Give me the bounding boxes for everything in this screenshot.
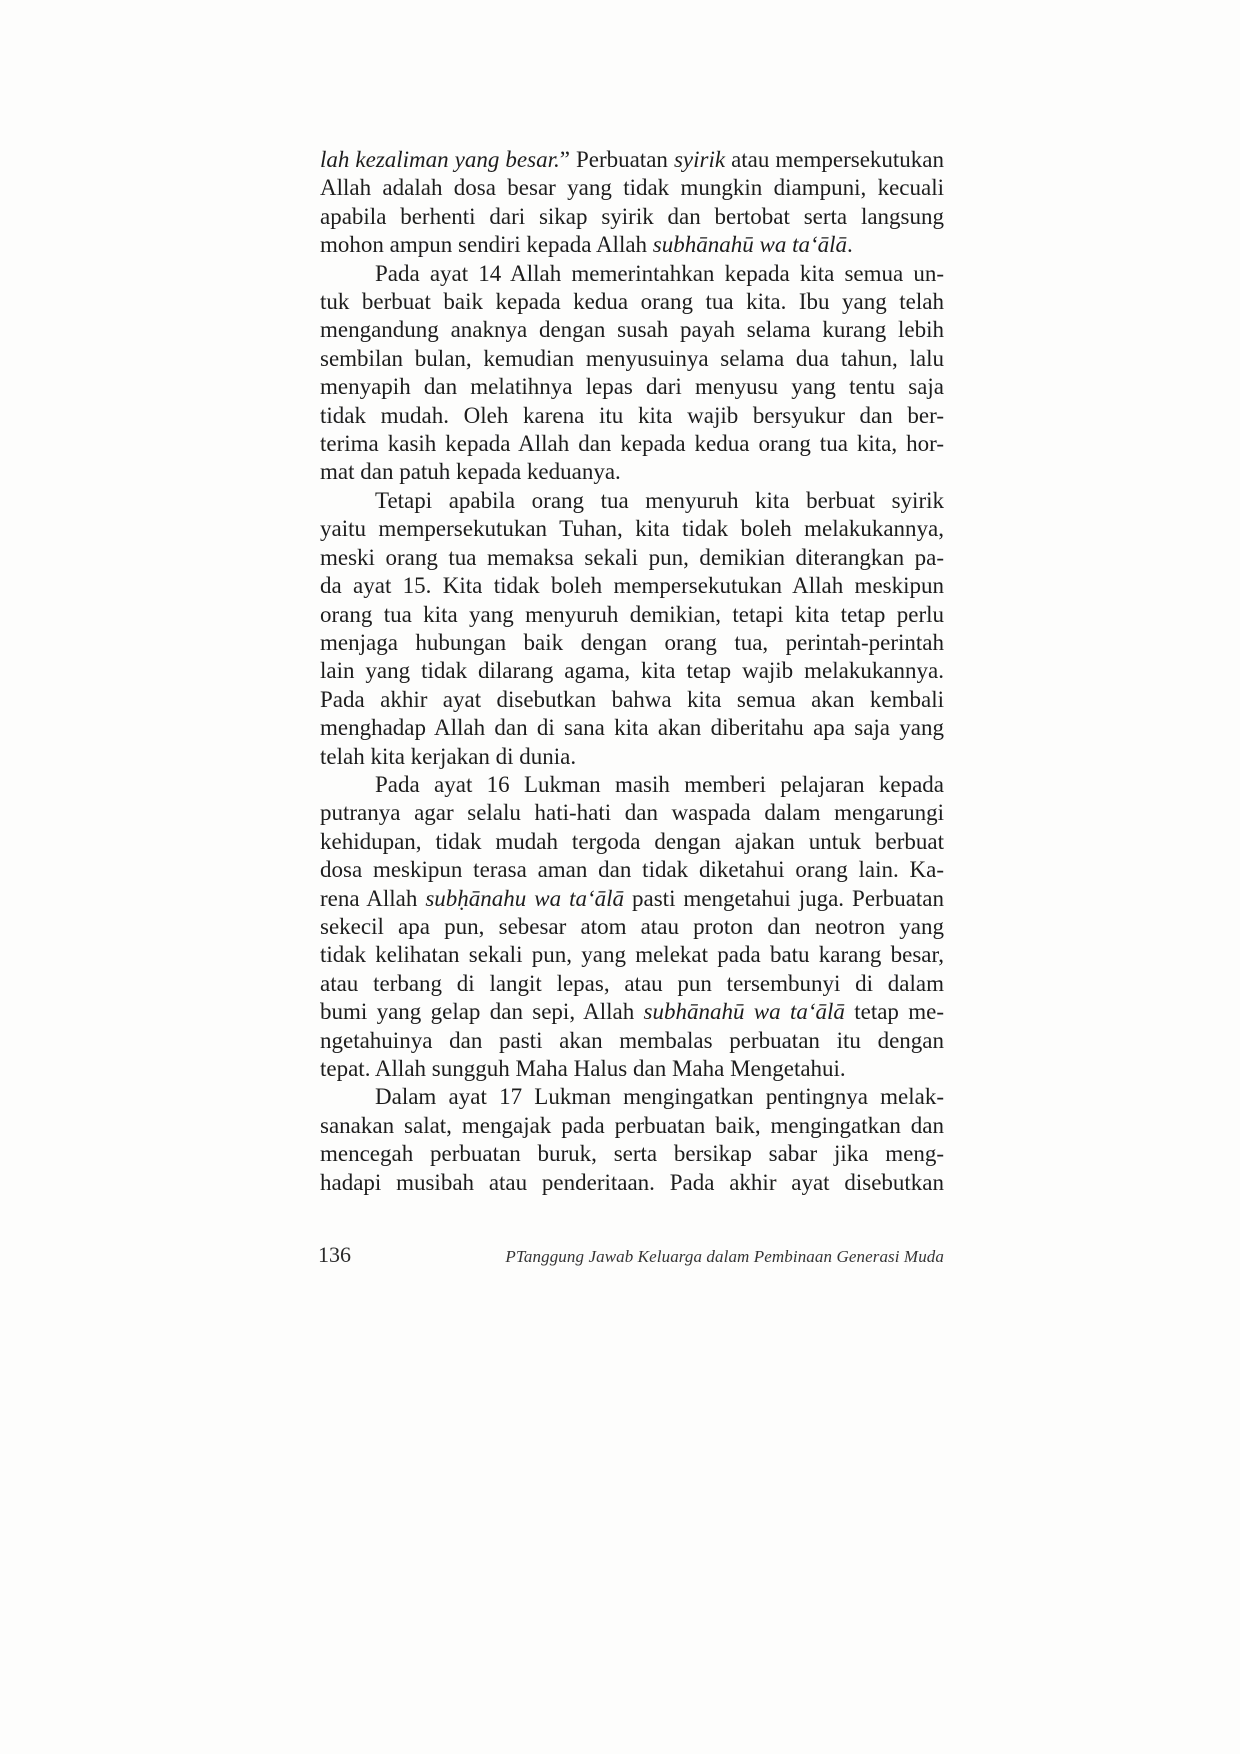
text-line: [320, 913, 944, 941]
text-segment: hadapi musibah atau penderitaan. Pada akhir ayat disebutkan: [320, 1169, 944, 1195]
text-segment: sembilan bulan, kemudian menyusuinya selama dua tahun, lalu: [320, 345, 944, 371]
text-segment: meski orang tua memaksa sekali pun, demikian diterangkan pa-: [320, 544, 944, 570]
text-line: [320, 657, 944, 685]
text-segment: sekecil apa pun, sebesar atom atau proton dan neotron yang: [320, 913, 944, 939]
text-segment: lain yang tidak dilarang agama, kita tetap wajib melakukannya.: [320, 658, 944, 684]
text-line: [320, 203, 944, 231]
text-line: [320, 544, 944, 572]
text-segment: tepat. Allah sungguh Maha Halus dan Maha Mengetahui.: [320, 1056, 846, 1081]
text-line: [320, 686, 944, 714]
text-line: [320, 345, 944, 373]
text-line: [320, 402, 944, 430]
text-line: [320, 430, 944, 458]
text-segment: yaitu mempersekutukan Tuhan, kita tidak boleh melakukannya,: [320, 516, 944, 542]
text-line: [320, 714, 944, 742]
page-body: [320, 146, 944, 1197]
text-line: [320, 316, 944, 344]
text-segment: Pada ayat 16 Lukman masih memberi pelajaran kepada: [375, 771, 944, 797]
italic-text-segment: subhānahū wa ta‘ālā: [652, 232, 848, 258]
text-segment: atau terbang di langit lepas, atau pun tersembunyi di dalam: [320, 970, 944, 996]
text-segment: sanakan salat, mengajak pada perbuatan baik, mengingatkan dan: [320, 1112, 944, 1138]
text-segment: mengandung anaknya dengan susah payah selama kurang lebih: [320, 317, 944, 343]
text-segment: terima kasih kepada Allah dan kepada kedua orang tua kita, hor-: [320, 431, 944, 457]
text-line: [320, 941, 944, 969]
text-line: [320, 1055, 944, 1083]
text-line: [320, 174, 944, 202]
text-segment: tidak mudah. Oleh karena itu kita wajib bersyukur dan ber-: [320, 402, 944, 428]
italic-text-segment: lah kezaliman yang besar.: [320, 147, 560, 172]
text-segment: Pada akhir ayat disebutkan bahwa kita semua akan kembali: [320, 686, 944, 712]
text-segment: pasti mengetahui juga. Perbuatan: [624, 885, 944, 911]
text-line: [320, 1083, 944, 1111]
text-line: [320, 629, 944, 657]
text-line: [320, 572, 944, 600]
text-segment: orang tua kita yang menyuruh demikian, tetapi kita tetap perlu: [320, 601, 944, 627]
text-line: [320, 260, 944, 288]
text-line: [320, 799, 944, 827]
text-line: [320, 998, 944, 1026]
text-segment: Tetapi apabila orang tua menyuruh kita berbuat syirik: [375, 487, 944, 513]
text-segment: dosa meskipun terasa aman dan tidak diketahui orang lain. Ka-: [320, 857, 944, 883]
text-segment: Dalam ayat 17 Lukman mengingatkan pentingnya melak-: [375, 1084, 944, 1110]
text-segment: menjaga hubungan baik dengan orang tua, perintah-perintah: [320, 629, 944, 655]
text-segment: kehidupan, tidak mudah tergoda dengan ajakan untuk berbuat: [320, 828, 944, 854]
running-footer-title: PTanggung Jawab Keluarga dalam Pembinaan Generasi Muda: [505, 1247, 944, 1266]
italic-text-segment: subhānahū wa ta‘ālā: [643, 999, 845, 1025]
text-segment: Pada ayat 14 Allah memerintahkan kepada kita semua un-: [375, 260, 944, 286]
text-segment: telah kita kerjakan di dunia.: [320, 743, 577, 769]
text-line: [320, 1112, 944, 1140]
text-segment: bumi yang gelap dan sepi, Allah: [320, 999, 644, 1025]
text-line: [320, 487, 944, 515]
text-segment: ” Perbuatan: [559, 147, 674, 172]
text-segment: atau mempersekutukan: [725, 147, 944, 172]
text-segment: mohon ampun sendiri kepada Allah: [320, 232, 653, 258]
text-segment: apabila berhenti dari sikap syirik dan bertobat serta langsung: [320, 203, 944, 229]
text-line: [320, 970, 944, 998]
text-line: [320, 885, 944, 913]
text-line: [320, 288, 944, 316]
text-segment: rena Allah: [320, 885, 426, 911]
text-segment: ngetahuinya dan pasti akan membalas perbuatan itu dengan: [320, 1027, 944, 1053]
page-number: 136: [318, 1242, 351, 1267]
text-line: [320, 373, 944, 401]
text-line: [320, 1027, 944, 1055]
text-segment: menghadap Allah dan di sana kita akan diberitahu apa saja yang: [320, 715, 944, 741]
text-line: [320, 601, 944, 629]
text-segment: tuk berbuat baik kepada kedua orang tua kita. Ibu yang telah: [320, 289, 944, 315]
italic-text-segment: subḥānahu wa ta‘ālā: [425, 885, 625, 911]
text-segment: tidak kelihatan sekali pun, yang melekat pada batu karang besar,: [320, 942, 944, 968]
text-segment: menyapih dan melatihnya lepas dari menyusu yang tentu saja: [320, 374, 944, 400]
text-line: [320, 458, 944, 486]
text-segment: da ayat 15. Kita tidak boleh mempersekutukan Allah meskipun: [320, 573, 944, 599]
text-line: [320, 771, 944, 799]
text-line: [320, 1140, 944, 1168]
text-line: [320, 1169, 944, 1197]
text-segment: Allah adalah dosa besar yang tidak mungkin diampuni, kecuali: [320, 175, 944, 201]
text-segment: .: [847, 232, 853, 258]
text-line: [320, 828, 944, 856]
italic-text-segment: syirik: [673, 147, 726, 172]
text-line: [320, 146, 944, 174]
text-segment: tetap me-: [844, 999, 944, 1025]
text-line: [320, 231, 944, 259]
text-line: [320, 743, 944, 771]
text-line: [320, 515, 944, 543]
text-segment: putranya agar selalu hati-hati dan waspada dalam mengarungi: [320, 800, 944, 826]
text-segment: mat dan patuh kepada keduanya.: [320, 459, 621, 485]
text-segment: mencegah perbuatan buruk, serta bersikap sabar jika meng-: [320, 1141, 944, 1167]
text-line: [320, 856, 944, 884]
page-footer: [318, 1242, 944, 1268]
